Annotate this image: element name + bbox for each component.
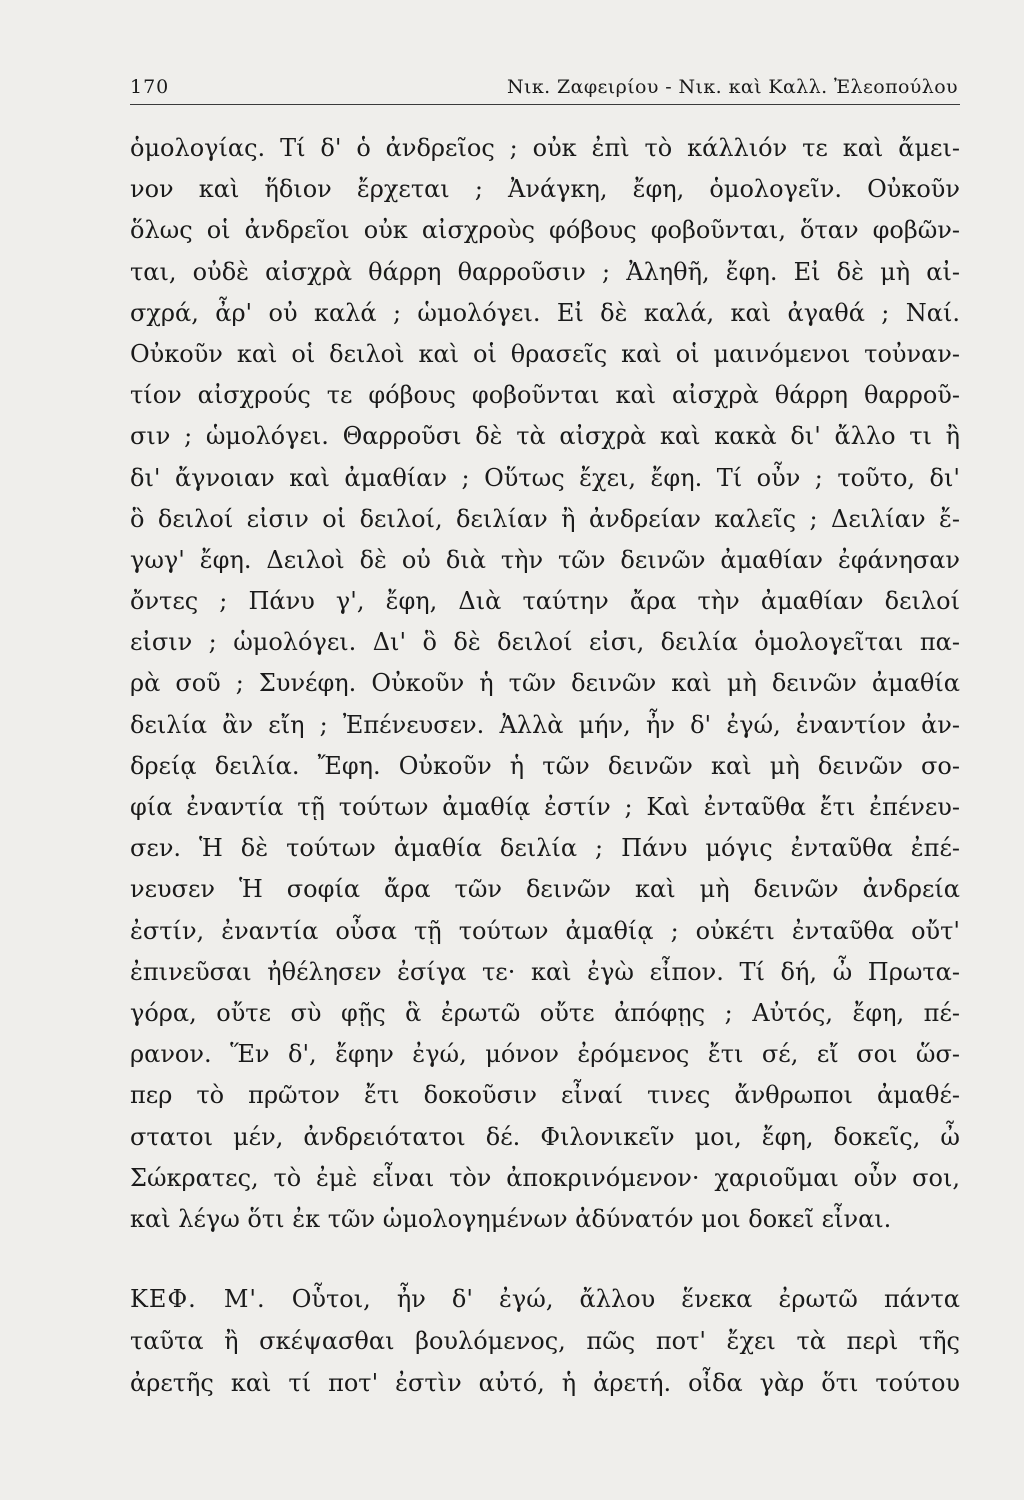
chapter-section (130, 1278, 960, 1404)
text-line: γόρα, οὔτε σὺ φῇς ἃ ἐρωτῶ οὔτε ἀπόφῃς ; Αὐτός, ἔφη, πέ- (130, 998, 960, 1027)
text-line: καὶ λέγω ὅτι ἐκ τῶν ὡμολογημένων ἀδύνατόν μοι δοκεῖ εἶναι. (130, 1204, 892, 1233)
text-line: ρανον. Ἕν δ', ἔφην ἐγώ, μόνον ἐρόμενος ἔτι σέ, εἴ σοι ὥσ- (130, 1040, 960, 1069)
text-line: νον καὶ ἥδιον ἔρχεται ; Ἀνάγκη, ἔφη, ὁμολογεῖν. Οὐκοῦν (130, 175, 960, 204)
text-line: Οὐκοῦν καὶ οἱ δειλοὶ καὶ οἱ θρασεῖς καὶ οἱ μαινόμενοι τοὐναν- (130, 339, 960, 368)
body-text (130, 128, 960, 1240)
running-head (130, 74, 960, 105)
chapter-text-line: ταῦτα ἢ σκέψασθαι βουλόμενος, πῶς ποτ' ἔχει τὰ περὶ τῆς (130, 1327, 960, 1355)
text-line: ὃ δειλοί εἰσιν οἱ δειλοί, δειλίαν ἢ ἀνδρείαν καλεῖς ; Δειλίαν ἔ- (130, 504, 960, 533)
text-line: ρὰ σοῦ ; Συνέφη. Οὐκοῦν ἡ τῶν δεινῶν καὶ μὴ δεινῶν ἀμαθία (130, 669, 960, 698)
text-line: δρείᾳ δειλία. Ἔφη. Οὐκοῦν ἡ τῶν δεινῶν καὶ μὴ δεινῶν σο- (130, 751, 960, 780)
text-line: δειλία ἂν εἴη ; Ἐπένευσεν. Ἀλλὰ μήν, ἦν δ' ἐγώ, ἐναντίον ἀν- (130, 710, 960, 739)
page-number: 170 (130, 76, 170, 98)
text-line: σχρά, ἆρ' οὐ καλά ; ὡμολόγει. Εἰ δὲ καλά, καὶ ἀγαθά ; Ναί. (130, 298, 960, 327)
text-line: ὅλως οἱ ἀνδρεῖοι οὐκ αἰσχροὺς φόβους φοβοῦνται, ὅταν φοβῶν- (130, 216, 960, 245)
text-line: Σώκρατες, τὸ ἐμὲ εἶναι τὸν ἀποκρινόμενον· χαριοῦμαι οὖν σοι, (130, 1163, 960, 1192)
text-line: σεν. Ἡ δὲ τούτων ἀμαθία δειλία ; Πάνυ μόγις ἐνταῦθα ἐπέ- (130, 834, 960, 863)
chapter-text-line: ἀρετῆς καὶ τί ποτ' ἐστὶν αὐτό, ἡ ἀρετή. οἶδα γὰρ ὅτι τούτου (130, 1369, 960, 1397)
text-line: φία ἐναντία τῇ τούτων ἀμαθίᾳ ἐστίν ; Καὶ ἐνταῦθα ἔτι ἐπένευ- (130, 793, 960, 821)
text-line: ἐστίν, ἐναντία οὖσα τῇ τούτων ἀμαθίᾳ ; οὐκέτι ἐνταῦθα οὔτ' (130, 916, 960, 945)
text-line: ται, οὐδὲ αἰσχρὰ θάρρη θαρροῦσιν ; Ἀληθῆ, ἔφη. Εἰ δὲ μὴ αἰ- (130, 257, 960, 286)
text-line: σιν ; ὡμολόγει. Θαρροῦσι δὲ τὰ αἰσχρὰ καὶ κακὰ δι' ἄλλο τι ἢ (130, 422, 960, 451)
text-line: γωγ' ἔφη. Δειλοὶ δὲ οὐ διὰ τὴν τῶν δεινῶν ἀμαθίαν ἐφάνησαν (130, 545, 960, 574)
text-line: στατοι μέν, ἀνδρειότατοι δέ. Φιλονικεῖν μοι, ἔφη, δοκεῖς, ὦ (130, 1122, 960, 1151)
text-line: εἰσιν ; ὡμολόγει. Δι' ὃ δὲ δειλοί εἰσι, δειλία ὁμολογεῖται πα- (130, 628, 960, 657)
chapter-text: Οὗτοι, ἦν δ' ἐγώ, ἄλλου ἕνεκα ἐρωτῶ πάντα (291, 1285, 960, 1313)
chapter-first-line (130, 1278, 960, 1320)
text-line: ἐπινεῦσαι ἠθέλησεν ἐσίγα τε· καὶ ἐγὼ εἶπον. Τί δή, ὦ Πρωτα- (130, 957, 960, 986)
text-line: τίον αἰσχρούς τε φόβους φοβοῦνται καὶ αἰσχρὰ θάρρη θαρροῦ- (130, 381, 960, 410)
text-line: νευσεν Ἡ σοφία ἄρα τῶν δεινῶν καὶ μὴ δεινῶν ἀνδρεία (130, 875, 960, 904)
text-line: ὄντες ; Πάνυ γ', ἔφη, Διὰ ταύτην ἄρα τὴν ἀμαθίαν δειλοί (130, 587, 960, 616)
running-head-title: Νικ. Ζαφειρίου - Νικ. καὶ Καλλ. Ἐλεοπούλου (506, 76, 958, 98)
text-line: περ τὸ πρῶτον ἔτι δοκοῦσιν εἶναί τινες ἄνθρωποι ἀμαθέ- (130, 1081, 960, 1110)
chapter-heading: ΚΕΦ. Μ'. (130, 1285, 266, 1313)
text-line: ὁμολογίας. Τί δ' ὁ ἀνδρεῖος ; οὐκ ἐπὶ τὸ κάλλιόν τε καὶ ἄμει- (130, 134, 960, 162)
text-line: δι' ἄγνοιαν καὶ ἀμαθίαν ; Οὕτως ἔχει, ἔφη. Τί οὖν ; τοῦτο, δι' (130, 463, 960, 492)
